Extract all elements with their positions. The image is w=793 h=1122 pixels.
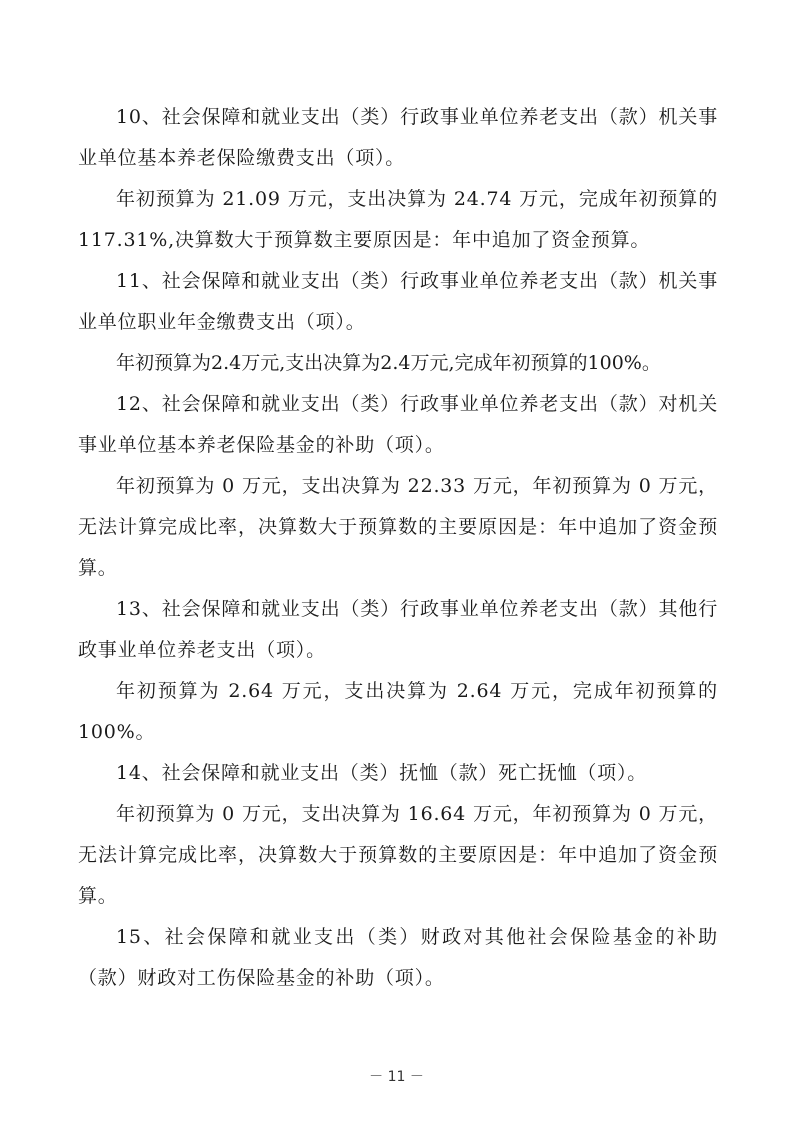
section-11-heading: 11、社会保障和就业支出（类）行政事业单位养老支出（款）机关事业单位职业年金缴费支出（项）。 xyxy=(78,270,718,333)
section-15-heading: 15、社会保障和就业支出（类）财政对其他社会保险基金的补助（款）财政对工伤保险基金的补助（项）。 xyxy=(78,926,718,989)
section-13-detail: 年初预算为 2.64 万元，支出决算为 2.64 万元，完成年初预算的 100%。 xyxy=(78,680,718,743)
section-10-heading: 10、社会保障和就业支出（类）行政事业单位养老支出（款）机关事业单位基本养老保险缴费支出（项）。 xyxy=(78,106,718,169)
section-11-detail: 年初预算为2.4万元,支出决算为2.4万元,完成年初预算的100%。 xyxy=(116,352,661,374)
section-12-detail: 年初预算为 0 万元，支出决算为 22.33 万元，年初预算为 0 万元，无法计算完成比率，决算数大于预算数的主要原因是：年中追加了资金预算。 xyxy=(78,475,718,579)
section-14-detail: 年初预算为 0 万元，支出决算为 16.64 万元，年初预算为 0 万元，无法计算完成比率，决算数大于预算数的主要原因是：年中追加了资金预算。 xyxy=(78,803,718,907)
section-14-heading: 14、社会保障和就业支出（类）抚恤（款）死亡抚恤（项）。 xyxy=(116,762,648,784)
section-12-heading: 12、社会保障和就业支出（类）行政事业单位养老支出（款）对机关事业单位基本养老保险基金的补助（项）。 xyxy=(78,393,718,456)
section-10-detail: 年初预算为 21.09 万元，支出决算为 24.74 万元，完成年初预算的 117.31%,决算数大于预算数主要原因是：年中追加了资金预算。 xyxy=(78,188,718,251)
section-13-heading: 13、社会保障和就业支出（类）行政事业单位养老支出（款）其他行政事业单位养老支出（项）。 xyxy=(78,598,718,661)
page-number: － 11 － xyxy=(369,1069,424,1085)
document-body xyxy=(78,97,718,999)
